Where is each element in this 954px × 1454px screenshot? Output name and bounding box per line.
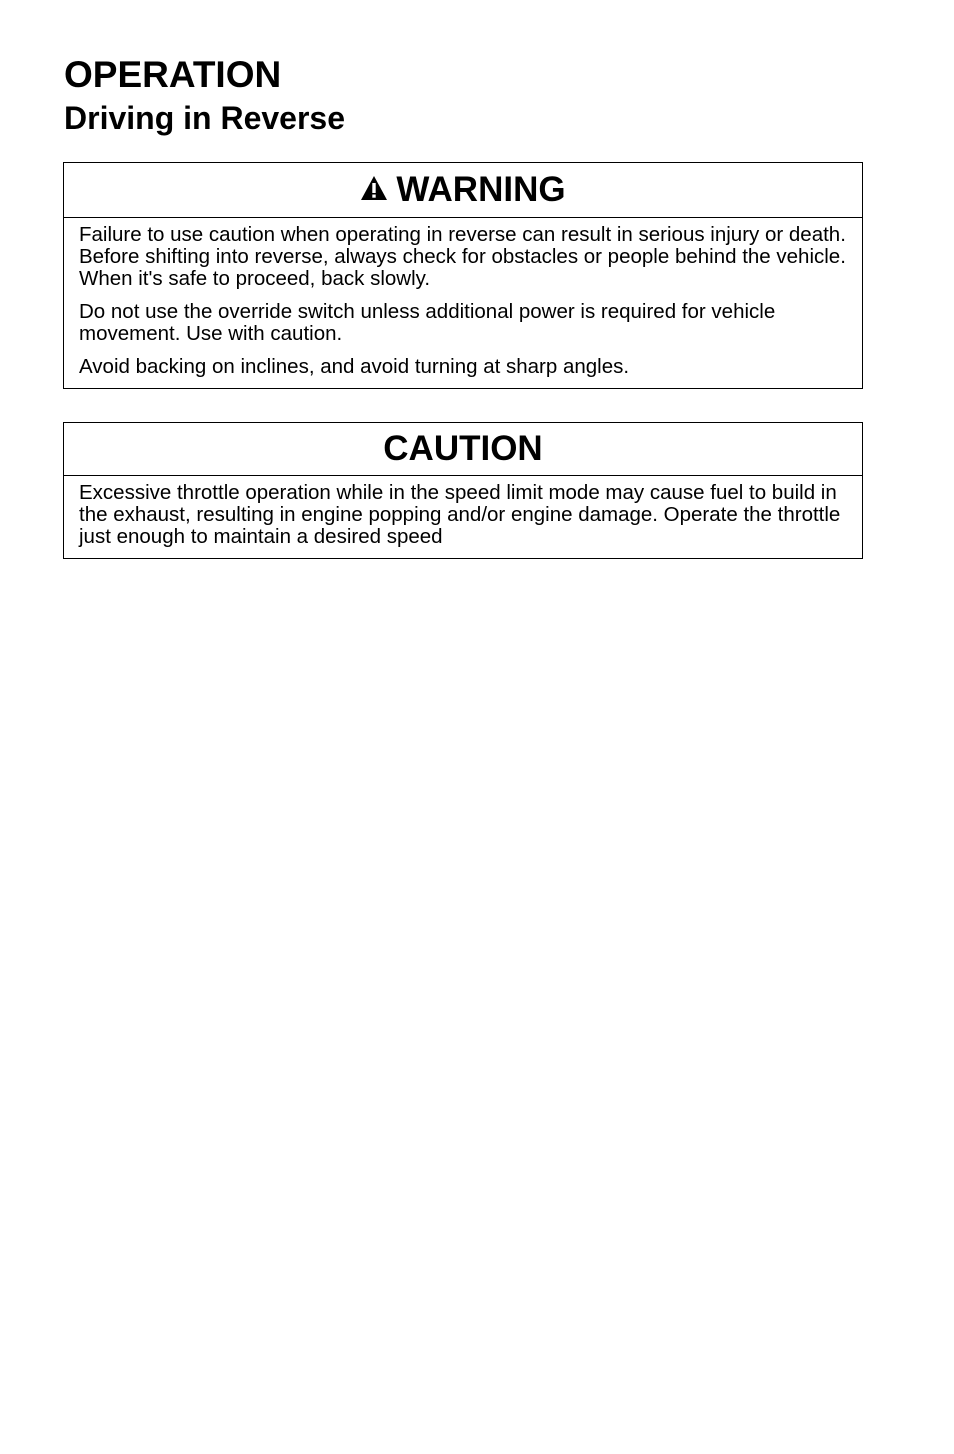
caution-box [63, 422, 863, 559]
warning-body [64, 218, 862, 388]
warning-paragraph: Do not use the override switch unless additional power is required for vehicle movement. Use with caution. [79, 300, 776, 345]
caution-paragraph: Excessive throttle operation while in the speed limit mode may cause fuel to build in the exhaust, resulting in engine popping and/or engine damage. Operate the throttle just enough to maintain a desired speed [79, 481, 841, 548]
warning-label: WARNING [396, 170, 566, 209]
section-heading: OPERATION [64, 54, 282, 95]
warning-paragraph: Failure to use caution when operating in reverse can result in serious injury or death. Before shifting into reverse, always check for obstacles or people behind the vehicle. When it's safe to proceed, back slowly. [79, 223, 846, 290]
warning-box [63, 162, 863, 389]
warning-paragraph: Avoid backing on inclines, and avoid turning at sharp angles. [79, 355, 630, 378]
warning-header [64, 163, 862, 218]
page-title: Driving in Reverse [64, 100, 345, 136]
caution-body [64, 476, 862, 558]
warning-triangle-icon [360, 170, 388, 210]
caution-label: CAUTION [383, 429, 543, 468]
caution-header [64, 423, 862, 476]
